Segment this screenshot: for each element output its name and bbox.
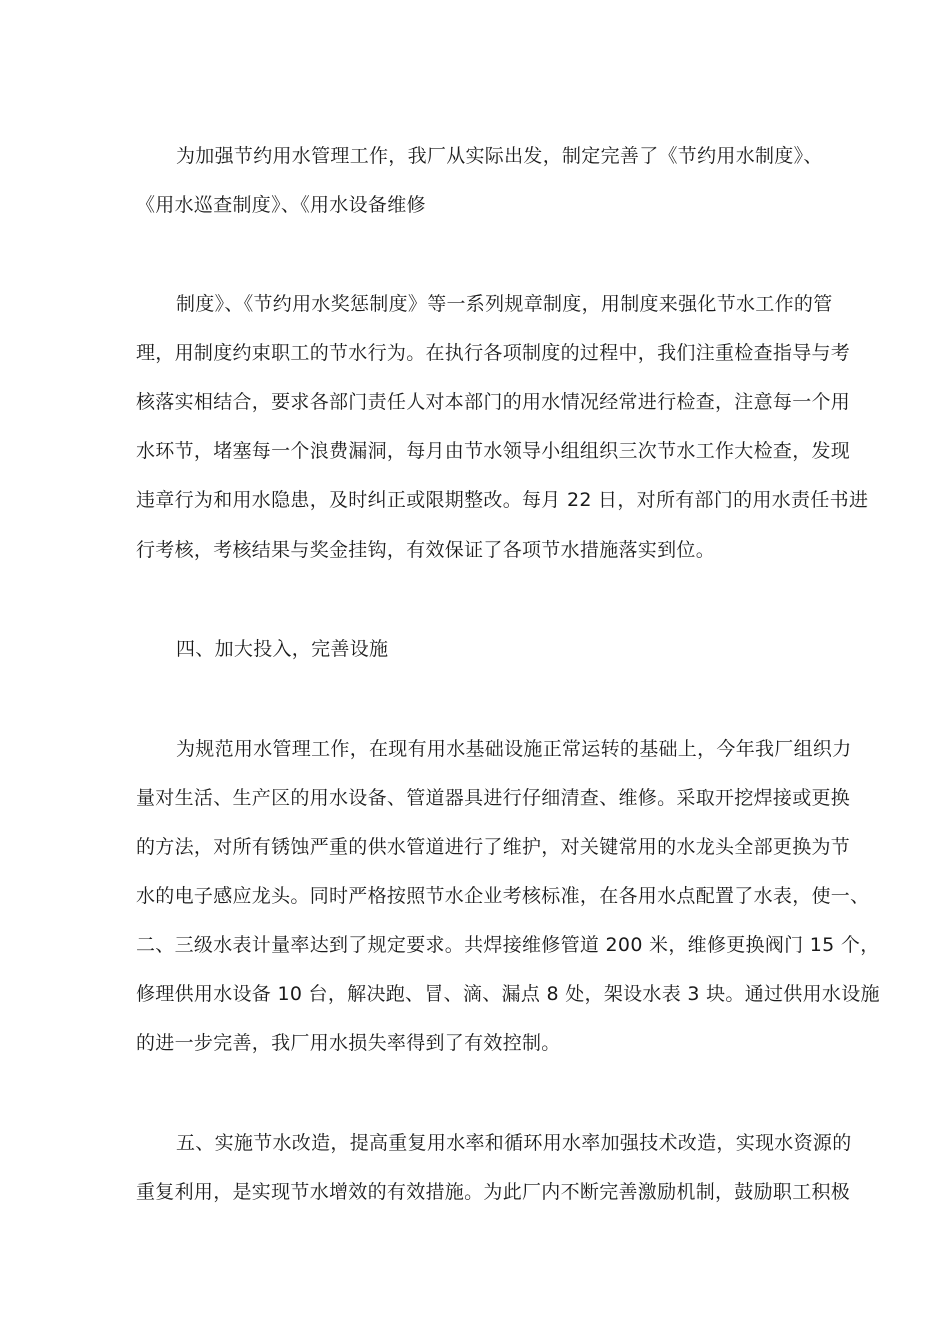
- paragraph-line: 水的电子感应龙头。同时严格按照节水企业考核标准，在各用水点配置了水表，使一、: [136, 885, 870, 907]
- paragraph-line: 的进一步完善，我厂用水损失率得到了有效控制。: [136, 1032, 561, 1054]
- paragraph-line: 行考核，考核结果与奖金挂钩，有效保证了各项节水措施落实到位。: [136, 539, 716, 561]
- paragraph-line: 量对生活、生产区的用水设备、管道器具进行仔细清查、维修。采取开挖焊接或更换: [136, 787, 851, 809]
- paragraph-line: 为规范用水管理工作，在现有用水基础设施正常运转的基础上，今年我厂组织力: [176, 738, 852, 760]
- paragraph-line: 修理供用水设备 10 台，解决跑、冒、滴、漏点 8 处，架设水表 3 块。通过供用水设施: [136, 983, 880, 1005]
- paragraph-line: 五、实施节水改造，提高重复用水率和循环用水率加强技术改造，实现水资源的: [176, 1132, 852, 1154]
- section-heading: 四、加大投入，完善设施: [176, 638, 389, 660]
- paragraph-line: 制度》、《节约用水奖惩制度》等一系列规章制度，用制度来强化节水工作的管: [176, 293, 833, 315]
- paragraph-line: 理，用制度约束职工的节水行为。在执行各项制度的过程中，我们注重检查指导与考: [136, 342, 851, 364]
- paragraph-line: 为加强节约用水管理工作，我厂从实际出发，制定完善了《节约用水制度》、: [176, 145, 823, 167]
- paragraph-line: 重复利用，是实现节水增效的有效措施。为此厂内不断完善激励机制，鼓励职工积极: [136, 1181, 851, 1203]
- paragraph-line: 核落实相结合，要求各部门责任人对本部门的用水情况经常进行检查，注意每一个用: [136, 391, 851, 413]
- paragraph-line: 的方法，对所有锈蚀严重的供水管道进行了维护，对关键常用的水龙头全部更换为节: [136, 836, 851, 858]
- paragraph-line: 违章行为和用水隐患，及时纠正或限期整改。每月 22 日，对所有部门的用水责任书进: [136, 489, 869, 511]
- paragraph-line: 《用水巡查制度》、《用水设备维修: [136, 194, 426, 216]
- paragraph-line: 二、三级水表计量率达到了规定要求。共焊接维修管道 200 米，维修更换阀门 15 个，: [136, 934, 880, 956]
- paragraph-line: 水环节，堵塞每一个浪费漏洞，每月由节水领导小组组织三次节水工作大检查，发现: [136, 440, 851, 462]
